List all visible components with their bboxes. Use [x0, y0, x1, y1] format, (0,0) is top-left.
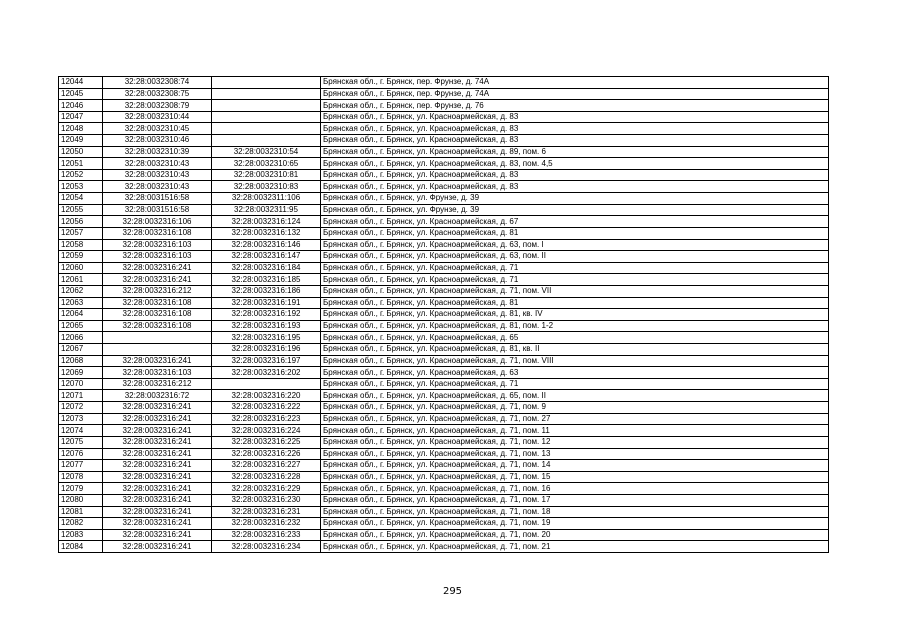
address-cell: Брянская обл., г. Брянск, ул. Красноармейская, д. 71, пом. 17	[321, 494, 829, 506]
parent-cadastral-number-cell: 32:28:0032316:241	[103, 355, 212, 367]
parent-cadastral-number-cell: 32:28:0032316:241	[103, 425, 212, 437]
parent-cadastral-number-cell: 32:28:0032316:241	[103, 413, 212, 425]
table-row	[59, 367, 829, 379]
record-number-cell: 12061	[59, 274, 103, 286]
table-row	[59, 169, 829, 181]
record-number-cell: 12060	[59, 262, 103, 274]
parent-cadastral-number-cell: 32:28:0032310:43	[103, 169, 212, 181]
address-cell: Брянская обл., г. Брянск, ул. Красноармейская, д. 83	[321, 169, 829, 181]
address-cell: Брянская обл., г. Брянск, ул. Красноармейская, д. 81, кв. II	[321, 344, 829, 356]
table-row	[59, 123, 829, 135]
address-cell: Брянская обл., г. Брянск, ул. Красноармейская, д. 83	[321, 123, 829, 135]
table-row	[59, 320, 829, 332]
table-row	[59, 135, 829, 147]
cadastral-number-cell: 32:28:0032316:196	[212, 344, 321, 356]
record-number-cell: 12074	[59, 425, 103, 437]
address-cell: Брянская обл., г. Брянск, ул. Красноармейская, д. 63, пом. II	[321, 251, 829, 263]
parent-cadastral-number-cell: 32:28:0031516:58	[103, 193, 212, 205]
record-number-cell: 12047	[59, 111, 103, 123]
table-row	[59, 529, 829, 541]
address-cell: Брянская обл., г. Брянск, ул. Красноармейская, д. 65, пом. II	[321, 390, 829, 402]
address-cell: Брянская обл., г. Брянск, ул. Красноармейская, д. 81	[321, 227, 829, 239]
address-cell: Брянская обл., г. Брянск, пер. Фрунзе, д. 74А	[321, 88, 829, 100]
record-number-cell: 12058	[59, 239, 103, 251]
record-number-cell: 12069	[59, 367, 103, 379]
record-number-cell: 12073	[59, 413, 103, 425]
cadastral-number-cell: 32:28:0032316:223	[212, 413, 321, 425]
parent-cadastral-number-cell: 32:28:0032316:106	[103, 216, 212, 228]
registry-table	[58, 76, 829, 553]
record-number-cell: 12079	[59, 483, 103, 495]
address-cell: Брянская обл., г. Брянск, ул. Красноармейская, д. 63	[321, 367, 829, 379]
cadastral-number-cell: 32:28:0032310:54	[212, 146, 321, 158]
table-row	[59, 378, 829, 390]
address-cell: Брянская обл., г. Брянск, ул. Красноармейская, д. 71, пом. 13	[321, 448, 829, 460]
table-row	[59, 111, 829, 123]
cadastral-number-cell	[212, 135, 321, 147]
parent-cadastral-number-cell: 32:28:0032316:241	[103, 518, 212, 530]
record-number-cell: 12051	[59, 158, 103, 170]
table-row	[59, 471, 829, 483]
parent-cadastral-number-cell: 32:28:0032316:241	[103, 436, 212, 448]
parent-cadastral-number-cell: 32:28:0032308:79	[103, 100, 212, 112]
parent-cadastral-number-cell: 32:28:0032316:108	[103, 320, 212, 332]
parent-cadastral-number-cell: 32:28:0032310:45	[103, 123, 212, 135]
parent-cadastral-number-cell: 32:28:0031516:58	[103, 204, 212, 216]
cadastral-number-cell: 32:28:0032316:193	[212, 320, 321, 332]
record-number-cell: 12078	[59, 471, 103, 483]
table-row	[59, 262, 829, 274]
parent-cadastral-number-cell	[103, 332, 212, 344]
record-number-cell: 12067	[59, 344, 103, 356]
parent-cadastral-number-cell: 32:28:0032316:241	[103, 274, 212, 286]
parent-cadastral-number-cell: 32:28:0032316:108	[103, 309, 212, 321]
table-row	[59, 146, 829, 158]
parent-cadastral-number-cell: 32:28:0032310:43	[103, 158, 212, 170]
address-cell: Брянская обл., г. Брянск, ул. Красноармейская, д. 71, пом. 15	[321, 471, 829, 483]
table-row	[59, 344, 829, 356]
parent-cadastral-number-cell: 32:28:0032310:39	[103, 146, 212, 158]
table-row	[59, 158, 829, 170]
record-number-cell: 12075	[59, 436, 103, 448]
address-cell: Брянская обл., г. Брянск, ул. Красноармейская, д. 71, пом. 21	[321, 541, 829, 553]
record-number-cell: 12044	[59, 77, 103, 89]
record-number-cell: 12064	[59, 309, 103, 321]
address-cell: Брянская обл., г. Брянск, ул. Фрунзе, д. 39	[321, 193, 829, 205]
parent-cadastral-number-cell: 32:28:0032310:44	[103, 111, 212, 123]
cadastral-number-cell: 32:28:0032316:146	[212, 239, 321, 251]
cadastral-number-cell: 32:28:0032316:233	[212, 529, 321, 541]
record-number-cell: 12056	[59, 216, 103, 228]
address-cell: Брянская обл., г. Брянск, ул. Красноармейская, д. 81	[321, 297, 829, 309]
record-number-cell: 12084	[59, 541, 103, 553]
address-cell: Брянская обл., г. Брянск, ул. Красноармейская, д. 71, пом. 12	[321, 436, 829, 448]
parent-cadastral-number-cell: 32:28:0032316:108	[103, 227, 212, 239]
parent-cadastral-number-cell: 32:28:0032316:241	[103, 541, 212, 553]
address-cell: Брянская обл., г. Брянск, ул. Красноармейская, д. 71, пом. VIII	[321, 355, 829, 367]
address-cell: Брянская обл., г. Брянск, ул. Красноармейская, д. 71, пом. 20	[321, 529, 829, 541]
parent-cadastral-number-cell: 32:28:0032316:103	[103, 239, 212, 251]
table-row	[59, 88, 829, 100]
cadastral-number-cell: 32:28:0032316:124	[212, 216, 321, 228]
record-number-cell: 12066	[59, 332, 103, 344]
cadastral-number-cell: 32:28:0032311:95	[212, 204, 321, 216]
parent-cadastral-number-cell: 32:28:0032310:43	[103, 181, 212, 193]
address-cell: Брянская обл., г. Брянск, ул. Красноармейская, д. 71, пом. 9	[321, 402, 829, 414]
parent-cadastral-number-cell: 32:28:0032316:241	[103, 402, 212, 414]
table-row	[59, 402, 829, 414]
cadastral-number-cell: 32:28:0032316:191	[212, 297, 321, 309]
address-cell: Брянская обл., г. Брянск, ул. Фрунзе, д. 39	[321, 204, 829, 216]
address-cell: Брянская обл., г. Брянск, ул. Красноармейская, д. 71, пом. 16	[321, 483, 829, 495]
record-number-cell: 12046	[59, 100, 103, 112]
table-row	[59, 460, 829, 472]
record-number-cell: 12081	[59, 506, 103, 518]
parent-cadastral-number-cell: 32:28:0032316:212	[103, 285, 212, 297]
parent-cadastral-number-cell: 32:28:0032316:72	[103, 390, 212, 402]
address-cell: Брянская обл., г. Брянск, ул. Красноармейская, д. 71, пом. 18	[321, 506, 829, 518]
parent-cadastral-number-cell: 32:28:0032316:108	[103, 297, 212, 309]
parent-cadastral-number-cell: 32:28:0032316:241	[103, 460, 212, 472]
address-cell: Брянская обл., г. Брянск, ул. Красноармейская, д. 67	[321, 216, 829, 228]
address-cell: Брянская обл., г. Брянск, ул. Красноармейская, д. 83	[321, 111, 829, 123]
parent-cadastral-number-cell: 32:28:0032316:241	[103, 448, 212, 460]
cadastral-number-cell: 32:28:0032316:227	[212, 460, 321, 472]
parent-cadastral-number-cell: 32:28:0032316:241	[103, 529, 212, 541]
record-number-cell: 12068	[59, 355, 103, 367]
cadastral-number-cell: 32:28:0032316:226	[212, 448, 321, 460]
table-row	[59, 448, 829, 460]
cadastral-number-cell: 32:28:0032316:147	[212, 251, 321, 263]
address-cell: Брянская обл., г. Брянск, ул. Красноармейская, д. 71, пом. 14	[321, 460, 829, 472]
table-row	[59, 436, 829, 448]
record-number-cell: 12083	[59, 529, 103, 541]
table-row	[59, 297, 829, 309]
cadastral-number-cell: 32:28:0032316:231	[212, 506, 321, 518]
record-number-cell: 12048	[59, 123, 103, 135]
cadastral-number-cell	[212, 100, 321, 112]
registry-table-body	[59, 77, 829, 553]
cadastral-number-cell: 32:28:0032310:81	[212, 169, 321, 181]
address-cell: Брянская обл., г. Брянск, ул. Красноармейская, д. 83	[321, 181, 829, 193]
cadastral-number-cell	[212, 77, 321, 89]
address-cell: Брянская обл., г. Брянск, ул. Красноармейская, д. 71, пом. 27	[321, 413, 829, 425]
record-number-cell: 12072	[59, 402, 103, 414]
parent-cadastral-number-cell: 32:28:0032316:103	[103, 367, 212, 379]
cadastral-number-cell: 32:28:0032316:192	[212, 309, 321, 321]
cadastral-number-cell: 32:28:0032316:132	[212, 227, 321, 239]
cadastral-number-cell: 32:28:0032316:225	[212, 436, 321, 448]
parent-cadastral-number-cell: 32:28:0032308:75	[103, 88, 212, 100]
cadastral-number-cell	[212, 123, 321, 135]
address-cell: Брянская обл., г. Брянск, ул. Красноармейская, д. 71	[321, 274, 829, 286]
table-row	[59, 506, 829, 518]
parent-cadastral-number-cell: 32:28:0032316:241	[103, 494, 212, 506]
table-row	[59, 274, 829, 286]
table-row	[59, 100, 829, 112]
cadastral-number-cell: 32:28:0032310:83	[212, 181, 321, 193]
table-row	[59, 181, 829, 193]
record-number-cell: 12050	[59, 146, 103, 158]
address-cell: Брянская обл., г. Брянск, пер. Фрунзе, д. 76	[321, 100, 829, 112]
parent-cadastral-number-cell: 32:28:0032316:103	[103, 251, 212, 263]
record-number-cell: 12055	[59, 204, 103, 216]
cadastral-number-cell: 32:28:0032316:229	[212, 483, 321, 495]
parent-cadastral-number-cell: 32:28:0032316:241	[103, 506, 212, 518]
parent-cadastral-number-cell: 32:28:0032316:241	[103, 471, 212, 483]
parent-cadastral-number-cell: 32:28:0032316:212	[103, 378, 212, 390]
cadastral-number-cell: 32:28:0032316:220	[212, 390, 321, 402]
table-row	[59, 227, 829, 239]
address-cell: Брянская обл., г. Брянск, ул. Красноармейская, д. 63, пом. I	[321, 239, 829, 251]
cadastral-number-cell	[212, 111, 321, 123]
cadastral-number-cell: 32:28:0032311:106	[212, 193, 321, 205]
table-row	[59, 541, 829, 553]
record-number-cell: 12076	[59, 448, 103, 460]
table-row	[59, 413, 829, 425]
record-number-cell: 12080	[59, 494, 103, 506]
cadastral-number-cell: 32:28:0032316:202	[212, 367, 321, 379]
cadastral-number-cell	[212, 378, 321, 390]
table-row	[59, 251, 829, 263]
cadastral-number-cell: 32:28:0032316:195	[212, 332, 321, 344]
record-number-cell: 12054	[59, 193, 103, 205]
record-number-cell: 12057	[59, 227, 103, 239]
table-row	[59, 309, 829, 321]
page-number: 295	[442, 586, 463, 597]
address-cell: Брянская обл., г. Брянск, ул. Красноармейская, д. 65	[321, 332, 829, 344]
record-number-cell: 12053	[59, 181, 103, 193]
address-cell: Брянская обл., г. Брянск, ул. Красноармейская, д. 89, пом. 6	[321, 146, 829, 158]
parent-cadastral-number-cell: 32:28:0032308:74	[103, 77, 212, 89]
table-row	[59, 77, 829, 89]
table-row	[59, 518, 829, 530]
table-row	[59, 355, 829, 367]
table-row	[59, 332, 829, 344]
address-cell: Брянская обл., г. Брянск, ул. Красноармейская, д. 83, пом. 4,5	[321, 158, 829, 170]
address-cell: Брянская обл., г. Брянск, ул. Красноармейская, д. 71	[321, 378, 829, 390]
table-row	[59, 204, 829, 216]
record-number-cell: 12052	[59, 169, 103, 181]
record-number-cell: 12070	[59, 378, 103, 390]
cadastral-number-cell: 32:28:0032316:232	[212, 518, 321, 530]
record-number-cell: 12059	[59, 251, 103, 263]
table-row	[59, 216, 829, 228]
record-number-cell: 12065	[59, 320, 103, 332]
parent-cadastral-number-cell: 32:28:0032316:241	[103, 262, 212, 274]
cadastral-number-cell: 32:28:0032316:184	[212, 262, 321, 274]
table-row	[59, 425, 829, 437]
table-row	[59, 239, 829, 251]
cadastral-number-cell: 32:28:0032316:224	[212, 425, 321, 437]
cadastral-number-cell: 32:28:0032316:234	[212, 541, 321, 553]
address-cell: Брянская обл., г. Брянск, ул. Красноармейская, д. 81, пом. 1-2	[321, 320, 829, 332]
parent-cadastral-number-cell: 32:28:0032310:46	[103, 135, 212, 147]
record-number-cell: 12049	[59, 135, 103, 147]
table-row	[59, 483, 829, 495]
cadastral-number-cell: 32:28:0032316:228	[212, 471, 321, 483]
cadastral-number-cell: 32:28:0032316:222	[212, 402, 321, 414]
cadastral-number-cell: 32:28:0032316:186	[212, 285, 321, 297]
table-row	[59, 285, 829, 297]
address-cell: Брянская обл., г. Брянск, ул. Красноармейская, д. 71, пом. 19	[321, 518, 829, 530]
address-cell: Брянская обл., г. Брянск, ул. Красноармейская, д. 71	[321, 262, 829, 274]
cadastral-number-cell: 32:28:0032316:197	[212, 355, 321, 367]
record-number-cell: 12062	[59, 285, 103, 297]
parent-cadastral-number-cell: 32:28:0032316:241	[103, 483, 212, 495]
address-cell: Брянская обл., г. Брянск, пер. Фрунзе, д. 74А	[321, 77, 829, 89]
address-cell: Брянская обл., г. Брянск, ул. Красноармейская, д. 81, кв. IV	[321, 309, 829, 321]
record-number-cell: 12045	[59, 88, 103, 100]
cadastral-number-cell: 32:28:0032316:230	[212, 494, 321, 506]
record-number-cell: 12077	[59, 460, 103, 472]
cadastral-number-cell: 32:28:0032316:185	[212, 274, 321, 286]
record-number-cell: 12071	[59, 390, 103, 402]
record-number-cell: 12063	[59, 297, 103, 309]
cadastral-number-cell: 32:28:0032310:65	[212, 158, 321, 170]
record-number-cell: 12082	[59, 518, 103, 530]
table-row	[59, 494, 829, 506]
table-row	[59, 193, 829, 205]
table-row	[59, 390, 829, 402]
address-cell: Брянская обл., г. Брянск, ул. Красноармейская, д. 71, пом. 11	[321, 425, 829, 437]
parent-cadastral-number-cell	[103, 344, 212, 356]
address-cell: Брянская обл., г. Брянск, ул. Красноармейская, д. 71, пом. VII	[321, 285, 829, 297]
address-cell: Брянская обл., г. Брянск, ул. Красноармейская, д. 83	[321, 135, 829, 147]
cadastral-number-cell	[212, 88, 321, 100]
